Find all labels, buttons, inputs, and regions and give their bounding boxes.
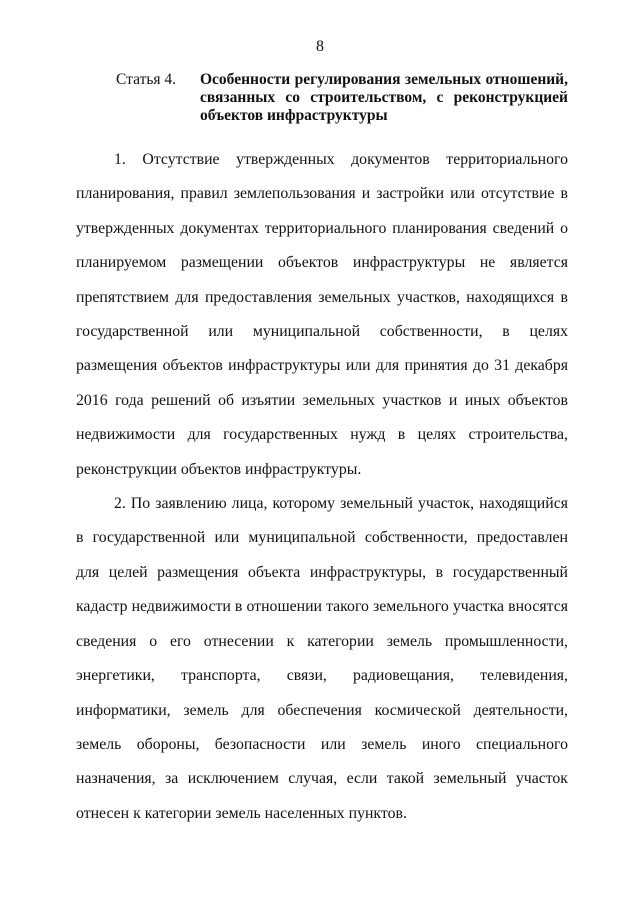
article-label: Статья 4. [116,71,177,88]
article-heading [116,71,568,125]
article-body [76,143,568,831]
paragraph-2: 2. По заявлению лица, которому земельный участок, находящийся в государственной или муниципальной собственности, предоставлен для целей размещения объекта инфраструктуры, в государственный кадастр недвижимости в отношении такого земельного участка вносятся сведения о его отнесении к категории земель промышленности, энергетики, транспорта, связи, радиовещания, телевидения, информатики, земель для обеспечения космической деятельности, земель обороны, безопасности или земель иного специального назначения, за исключением случая, если такой земельный участок отнесен к категории земель населенных пунктов. [76,495,568,822]
paragraph-1: 1. Отсутствие утвержденных документов территориального планирования, правил землепользования и застройки или отсутствие в утвержденных документах территориального планирования сведений о планируемом размещении объектов инфраструктуры не является препятствием для предоставления земельных участков, находящихся в государственной или муниципальной собственности, в целях размещения объектов инфраструктуры или для принятия до 31 декабря 2016 года решений об изъятии земельных участков и иных объектов недвижимости для государственных нужд в целях строительства, реконструкции объектов инфраструктуры. [76,151,568,478]
article-title: Особенности регулирования земельных отношений, связанных со строительством, с реконструкцией объектов инфраструктуры [200,71,568,124]
page-number: 8 [316,38,324,55]
